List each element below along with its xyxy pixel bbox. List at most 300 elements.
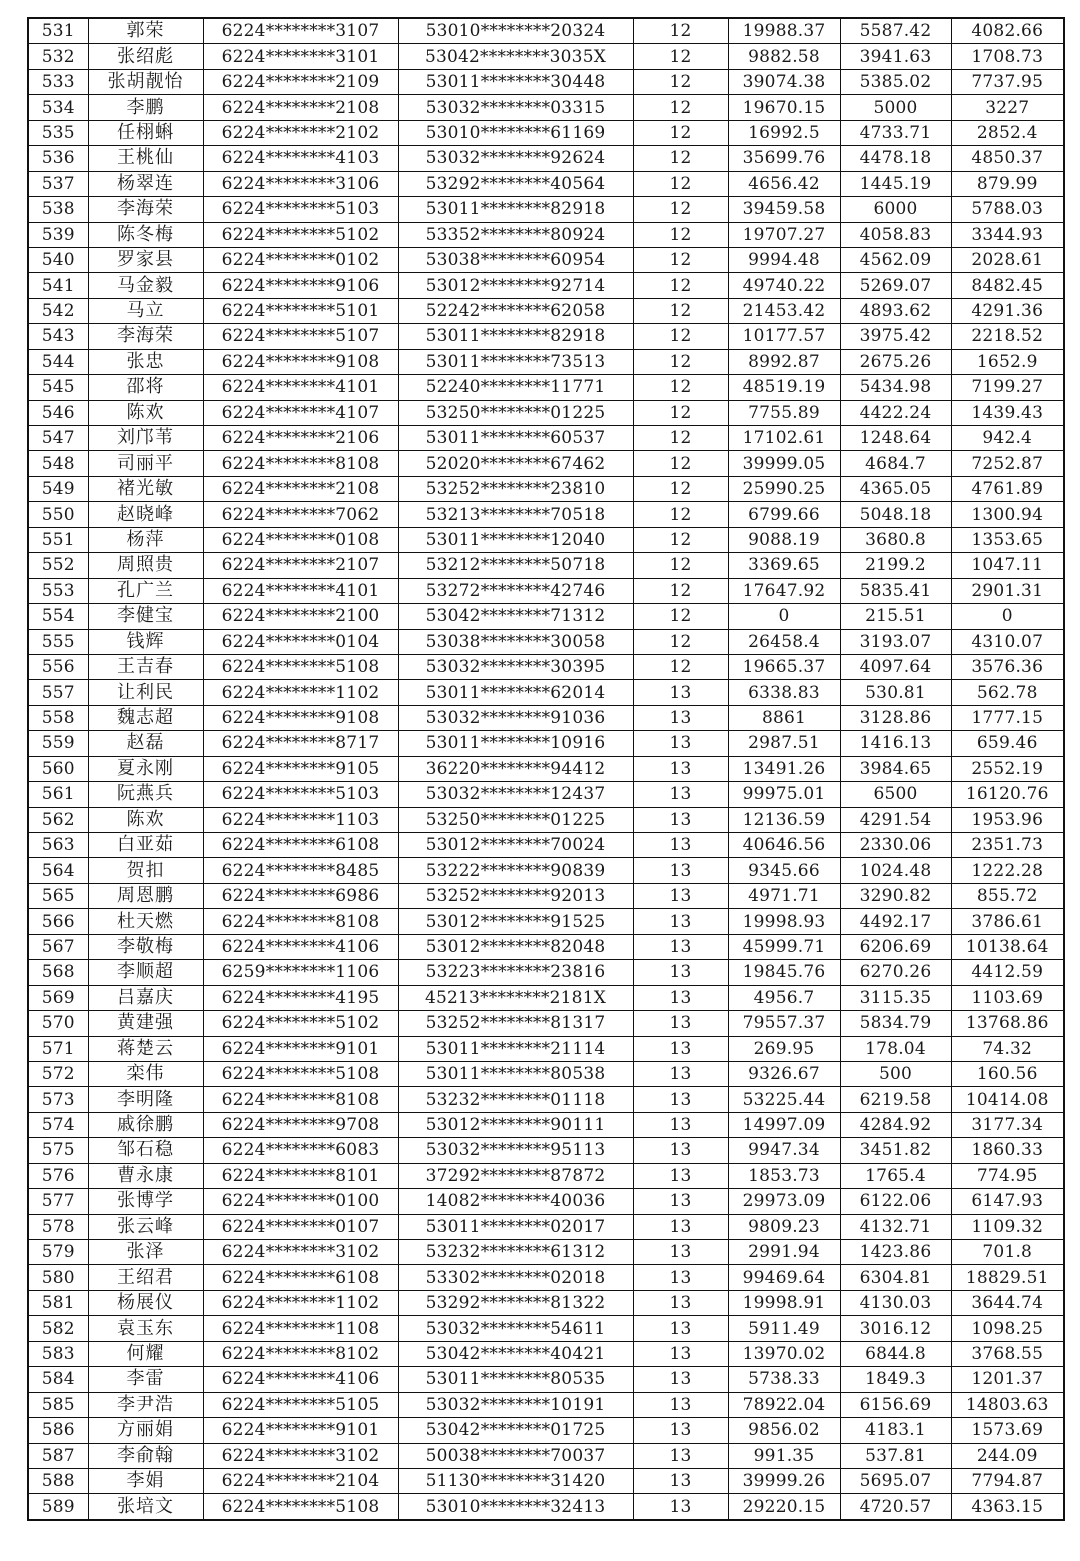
cell-amount-3: 1353.65 — [951, 527, 1064, 552]
table-row — [28, 1494, 1064, 1520]
cell-amount-3: 74.32 — [951, 1036, 1064, 1061]
cell-amount-1: 4956.7 — [728, 985, 840, 1010]
table-row — [28, 705, 1064, 730]
cell-id-number: 53010********61169 — [398, 120, 633, 145]
cell-card-number: 6224********4101 — [203, 578, 398, 603]
cell-id-number: 53042********40421 — [398, 1341, 633, 1366]
cell-name: 王吉春 — [88, 654, 203, 679]
cell-index: 565 — [28, 883, 88, 908]
cell-amount-1: 9856.02 — [728, 1418, 840, 1443]
cell-id-number: 36220********94412 — [398, 756, 633, 781]
cell-card-number: 6224********4107 — [203, 400, 398, 425]
table-row — [28, 476, 1064, 501]
cell-group: 12 — [633, 604, 728, 629]
cell-amount-1: 4971.71 — [728, 883, 840, 908]
cell-amount-1: 39459.58 — [728, 197, 840, 222]
cell-id-number: 53032********91036 — [398, 705, 633, 730]
cell-amount-1: 21453.42 — [728, 298, 840, 323]
cell-name: 王桃仙 — [88, 146, 203, 171]
cell-amount-1: 45999.71 — [728, 934, 840, 959]
cell-id-number: 53042********01725 — [398, 1418, 633, 1443]
cell-index: 546 — [28, 400, 88, 425]
cell-card-number: 6224********2100 — [203, 604, 398, 629]
cell-id-number: 53011********62014 — [398, 680, 633, 705]
cell-amount-3: 659.46 — [951, 731, 1064, 756]
cell-name: 戚徐鹏 — [88, 1112, 203, 1137]
cell-card-number: 6224********3101 — [203, 44, 398, 69]
table-row — [28, 578, 1064, 603]
table-row — [28, 1112, 1064, 1137]
cell-index: 558 — [28, 705, 88, 730]
cell-name: 袁玉东 — [88, 1316, 203, 1341]
cell-amount-1: 39999.05 — [728, 451, 840, 476]
cell-amount-2: 5385.02 — [840, 69, 951, 94]
cell-amount-1: 3369.65 — [728, 553, 840, 578]
cell-name: 陈欢 — [88, 400, 203, 425]
cell-id-number: 53032********12437 — [398, 782, 633, 807]
cell-group: 12 — [633, 146, 728, 171]
cell-name: 张忠 — [88, 349, 203, 374]
cell-id-number: 53011********80535 — [398, 1367, 633, 1392]
cell-card-number: 6224********9101 — [203, 1036, 398, 1061]
cell-name: 李敬梅 — [88, 934, 203, 959]
cell-amount-2: 4183.1 — [840, 1418, 951, 1443]
cell-amount-3: 4363.15 — [951, 1494, 1064, 1520]
cell-name: 李鹏 — [88, 95, 203, 120]
cell-index: 533 — [28, 69, 88, 94]
table-row — [28, 782, 1064, 807]
cell-amount-2: 1445.19 — [840, 171, 951, 196]
cell-amount-3: 3177.34 — [951, 1112, 1064, 1137]
cell-card-number: 6224********2107 — [203, 553, 398, 578]
table-row — [28, 1367, 1064, 1392]
cell-amount-2: 3975.42 — [840, 324, 951, 349]
cell-name: 刘邝苇 — [88, 426, 203, 451]
cell-name: 李俞翰 — [88, 1443, 203, 1468]
cell-name: 李尹浩 — [88, 1392, 203, 1417]
cell-index: 553 — [28, 578, 88, 603]
cell-id-number: 53011********82918 — [398, 324, 633, 349]
cell-card-number: 6224********5108 — [203, 654, 398, 679]
cell-index: 554 — [28, 604, 88, 629]
data-table — [27, 17, 1065, 1521]
cell-name: 栾伟 — [88, 1061, 203, 1086]
cell-group: 12 — [633, 629, 728, 654]
cell-card-number: 6224********8717 — [203, 731, 398, 756]
cell-id-number: 53010********32413 — [398, 1494, 633, 1520]
cell-name: 李明隆 — [88, 1087, 203, 1112]
cell-id-number: 53011********10916 — [398, 731, 633, 756]
cell-amount-1: 10177.57 — [728, 324, 840, 349]
cell-index: 531 — [28, 18, 88, 44]
cell-amount-1: 17647.92 — [728, 578, 840, 603]
cell-amount-3: 562.78 — [951, 680, 1064, 705]
cell-amount-3: 4850.37 — [951, 146, 1064, 171]
cell-index: 576 — [28, 1163, 88, 1188]
cell-name: 张培文 — [88, 1494, 203, 1520]
cell-name: 夏永刚 — [88, 756, 203, 781]
cell-name: 孔广兰 — [88, 578, 203, 603]
cell-group: 12 — [633, 527, 728, 552]
table-row — [28, 400, 1064, 425]
cell-card-number: 6224********9108 — [203, 349, 398, 374]
cell-amount-1: 8861 — [728, 705, 840, 730]
cell-amount-3: 7737.95 — [951, 69, 1064, 94]
cell-amount-2: 4291.54 — [840, 807, 951, 832]
cell-amount-1: 6338.83 — [728, 680, 840, 705]
cell-card-number: 6224********8108 — [203, 909, 398, 934]
cell-amount-3: 5788.03 — [951, 197, 1064, 222]
cell-id-number: 53012********92714 — [398, 273, 633, 298]
table-row — [28, 1163, 1064, 1188]
cell-amount-3: 2218.52 — [951, 324, 1064, 349]
cell-amount-3: 1777.15 — [951, 705, 1064, 730]
cell-group: 13 — [633, 807, 728, 832]
cell-amount-1: 2991.94 — [728, 1240, 840, 1265]
cell-name: 郭荣 — [88, 18, 203, 44]
cell-group: 13 — [633, 1214, 728, 1239]
cell-amount-2: 3128.86 — [840, 705, 951, 730]
cell-amount-1: 35699.76 — [728, 146, 840, 171]
cell-amount-3: 2028.61 — [951, 247, 1064, 272]
cell-group: 13 — [633, 1061, 728, 1086]
cell-amount-2: 4562.09 — [840, 247, 951, 272]
cell-amount-2: 500 — [840, 1061, 951, 1086]
cell-index: 536 — [28, 146, 88, 171]
cell-id-number: 53011********30448 — [398, 69, 633, 94]
table-row — [28, 553, 1064, 578]
cell-id-number: 53232********01118 — [398, 1087, 633, 1112]
cell-amount-2: 530.81 — [840, 680, 951, 705]
cell-index: 562 — [28, 807, 88, 832]
cell-group: 12 — [633, 171, 728, 196]
cell-card-number: 6224********9708 — [203, 1112, 398, 1137]
cell-amount-2: 6122.06 — [840, 1189, 951, 1214]
cell-amount-2: 4684.7 — [840, 451, 951, 476]
cell-amount-3: 3768.55 — [951, 1341, 1064, 1366]
cell-amount-3: 1047.11 — [951, 553, 1064, 578]
cell-amount-2: 1248.64 — [840, 426, 951, 451]
cell-amount-2: 6844.8 — [840, 1341, 951, 1366]
cell-card-number: 6224********6083 — [203, 1138, 398, 1163]
cell-index: 543 — [28, 324, 88, 349]
cell-amount-2: 3680.8 — [840, 527, 951, 552]
cell-index: 568 — [28, 960, 88, 985]
table-row — [28, 807, 1064, 832]
cell-name: 张博学 — [88, 1189, 203, 1214]
cell-name: 陈冬梅 — [88, 222, 203, 247]
cell-index: 560 — [28, 756, 88, 781]
cell-name: 白亚茹 — [88, 833, 203, 858]
cell-id-number: 53213********70518 — [398, 502, 633, 527]
cell-amount-2: 3290.82 — [840, 883, 951, 908]
cell-index: 574 — [28, 1112, 88, 1137]
cell-amount-1: 13970.02 — [728, 1341, 840, 1366]
cell-card-number: 6224********9101 — [203, 1418, 398, 1443]
cell-amount-3: 8482.45 — [951, 273, 1064, 298]
cell-index: 584 — [28, 1367, 88, 1392]
cell-card-number: 6224********2102 — [203, 120, 398, 145]
cell-amount-2: 4130.03 — [840, 1290, 951, 1315]
cell-amount-1: 0 — [728, 604, 840, 629]
cell-card-number: 6224********8108 — [203, 451, 398, 476]
cell-amount-3: 1652.9 — [951, 349, 1064, 374]
cell-index: 552 — [28, 553, 88, 578]
cell-id-number: 51130********31420 — [398, 1468, 633, 1493]
cell-card-number: 6224********5108 — [203, 1494, 398, 1520]
cell-amount-2: 5587.42 — [840, 18, 951, 44]
cell-amount-3: 2351.73 — [951, 833, 1064, 858]
cell-amount-3: 1953.96 — [951, 807, 1064, 832]
cell-card-number: 6224********8108 — [203, 1087, 398, 1112]
cell-index: 559 — [28, 731, 88, 756]
cell-group: 12 — [633, 553, 728, 578]
cell-name: 杨翠连 — [88, 171, 203, 196]
table-row — [28, 960, 1064, 985]
cell-name: 马立 — [88, 298, 203, 323]
cell-id-number: 53010********20324 — [398, 18, 633, 44]
table-row — [28, 604, 1064, 629]
cell-card-number: 6224********4195 — [203, 985, 398, 1010]
cell-index: 567 — [28, 934, 88, 959]
cell-name: 邵将 — [88, 375, 203, 400]
table-row — [28, 527, 1064, 552]
cell-name: 阮燕兵 — [88, 782, 203, 807]
cell-amount-1: 25990.25 — [728, 476, 840, 501]
cell-index: 586 — [28, 1418, 88, 1443]
table-row — [28, 1240, 1064, 1265]
cell-index: 577 — [28, 1189, 88, 1214]
cell-amount-2: 4720.57 — [840, 1494, 951, 1520]
cell-amount-1: 9326.67 — [728, 1061, 840, 1086]
cell-group: 13 — [633, 1418, 728, 1443]
cell-index: 581 — [28, 1290, 88, 1315]
cell-index: 551 — [28, 527, 88, 552]
table-row — [28, 349, 1064, 374]
cell-card-number: 6224********6108 — [203, 1265, 398, 1290]
cell-amount-3: 4082.66 — [951, 18, 1064, 44]
cell-card-number: 6224********0107 — [203, 1214, 398, 1239]
cell-amount-1: 26458.4 — [728, 629, 840, 654]
cell-amount-1: 19670.15 — [728, 95, 840, 120]
cell-amount-3: 18829.51 — [951, 1265, 1064, 1290]
cell-amount-3: 774.95 — [951, 1163, 1064, 1188]
cell-amount-3: 1222.28 — [951, 858, 1064, 883]
cell-group: 13 — [633, 756, 728, 781]
cell-id-number: 53042********71312 — [398, 604, 633, 629]
cell-amount-1: 1853.73 — [728, 1163, 840, 1188]
cell-amount-3: 942.4 — [951, 426, 1064, 451]
cell-amount-1: 99975.01 — [728, 782, 840, 807]
cell-amount-3: 7252.87 — [951, 451, 1064, 476]
table-row — [28, 1036, 1064, 1061]
cell-index: 578 — [28, 1214, 88, 1239]
cell-amount-3: 4412.59 — [951, 960, 1064, 985]
cell-amount-2: 3115.35 — [840, 985, 951, 1010]
cell-id-number: 53012********91525 — [398, 909, 633, 934]
cell-id-number: 53038********30058 — [398, 629, 633, 654]
cell-index: 550 — [28, 502, 88, 527]
table-row — [28, 451, 1064, 476]
cell-amount-1: 39074.38 — [728, 69, 840, 94]
cell-index: 541 — [28, 273, 88, 298]
cell-card-number: 6224********5102 — [203, 1011, 398, 1036]
cell-group: 12 — [633, 247, 728, 272]
cell-card-number: 6224********6986 — [203, 883, 398, 908]
cell-name: 杜天燃 — [88, 909, 203, 934]
cell-group: 13 — [633, 1240, 728, 1265]
cell-group: 13 — [633, 985, 728, 1010]
table-row — [28, 197, 1064, 222]
cell-group: 13 — [633, 1112, 728, 1137]
cell-name: 让利民 — [88, 680, 203, 705]
cell-group: 13 — [633, 1138, 728, 1163]
cell-id-number: 53352********80924 — [398, 222, 633, 247]
table-row — [28, 69, 1064, 94]
cell-id-number: 53252********23810 — [398, 476, 633, 501]
cell-amount-1: 6799.66 — [728, 502, 840, 527]
cell-amount-1: 9809.23 — [728, 1214, 840, 1239]
cell-card-number: 6224********2108 — [203, 476, 398, 501]
cell-amount-3: 879.99 — [951, 171, 1064, 196]
cell-amount-1: 9994.48 — [728, 247, 840, 272]
cell-amount-1: 19845.76 — [728, 960, 840, 985]
table-row — [28, 426, 1064, 451]
table-row — [28, 273, 1064, 298]
cell-index: 583 — [28, 1341, 88, 1366]
cell-amount-1: 39999.26 — [728, 1468, 840, 1493]
cell-amount-3: 1109.32 — [951, 1214, 1064, 1239]
cell-name: 王绍君 — [88, 1265, 203, 1290]
cell-amount-2: 4284.92 — [840, 1112, 951, 1137]
cell-amount-3: 3227 — [951, 95, 1064, 120]
cell-amount-2: 6304.81 — [840, 1265, 951, 1290]
cell-card-number: 6224********1102 — [203, 1290, 398, 1315]
cell-card-number: 6224********2104 — [203, 1468, 398, 1493]
table-row — [28, 1265, 1064, 1290]
cell-group: 13 — [633, 680, 728, 705]
table-row — [28, 222, 1064, 247]
cell-index: 563 — [28, 833, 88, 858]
cell-id-number: 53011********82918 — [398, 197, 633, 222]
table-row — [28, 171, 1064, 196]
cell-name: 马金毅 — [88, 273, 203, 298]
cell-group: 12 — [633, 298, 728, 323]
cell-id-number: 53042********3035X — [398, 44, 633, 69]
cell-index: 548 — [28, 451, 88, 476]
cell-card-number: 6224********2109 — [203, 69, 398, 94]
cell-group: 13 — [633, 1468, 728, 1493]
cell-amount-1: 9882.58 — [728, 44, 840, 69]
cell-card-number: 6259********1106 — [203, 960, 398, 985]
cell-amount-1: 29220.15 — [728, 1494, 840, 1520]
cell-amount-3: 14803.63 — [951, 1392, 1064, 1417]
cell-name: 李健宝 — [88, 604, 203, 629]
cell-amount-2: 6270.26 — [840, 960, 951, 985]
cell-name: 褚光敏 — [88, 476, 203, 501]
cell-amount-3: 701.8 — [951, 1240, 1064, 1265]
cell-id-number: 53032********03315 — [398, 95, 633, 120]
cell-amount-2: 6500 — [840, 782, 951, 807]
cell-id-number: 53252********92013 — [398, 883, 633, 908]
cell-group: 12 — [633, 197, 728, 222]
cell-group: 12 — [633, 18, 728, 44]
cell-amount-2: 5835.41 — [840, 578, 951, 603]
cell-group: 12 — [633, 426, 728, 451]
cell-amount-2: 4097.64 — [840, 654, 951, 679]
cell-id-number: 53212********50718 — [398, 553, 633, 578]
cell-amount-3: 855.72 — [951, 883, 1064, 908]
cell-amount-3: 1300.94 — [951, 502, 1064, 527]
cell-group: 12 — [633, 400, 728, 425]
cell-name: 周恩鹏 — [88, 883, 203, 908]
cell-amount-3: 3344.93 — [951, 222, 1064, 247]
cell-group: 13 — [633, 1087, 728, 1112]
cell-name: 张绍彪 — [88, 44, 203, 69]
table-row — [28, 1138, 1064, 1163]
cell-amount-2: 5834.79 — [840, 1011, 951, 1036]
cell-name: 李娟 — [88, 1468, 203, 1493]
cell-amount-2: 4478.18 — [840, 146, 951, 171]
table-row — [28, 1468, 1064, 1493]
cell-amount-2: 1849.3 — [840, 1367, 951, 1392]
cell-amount-3: 13768.86 — [951, 1011, 1064, 1036]
cell-group: 13 — [633, 1163, 728, 1188]
cell-card-number: 6224********3107 — [203, 18, 398, 44]
cell-id-number: 37292********87872 — [398, 1163, 633, 1188]
cell-card-number: 6224********2106 — [203, 426, 398, 451]
cell-index: 545 — [28, 375, 88, 400]
cell-name: 李雷 — [88, 1367, 203, 1392]
cell-amount-3: 7794.87 — [951, 1468, 1064, 1493]
cell-amount-2: 3984.65 — [840, 756, 951, 781]
table-row — [28, 934, 1064, 959]
cell-amount-3: 1860.33 — [951, 1138, 1064, 1163]
cell-id-number: 53250********01225 — [398, 807, 633, 832]
cell-index: 573 — [28, 1087, 88, 1112]
cell-amount-2: 3193.07 — [840, 629, 951, 654]
cell-group: 12 — [633, 69, 728, 94]
cell-amount-2: 4733.71 — [840, 120, 951, 145]
cell-card-number: 6224********9105 — [203, 756, 398, 781]
cell-amount-1: 40646.56 — [728, 833, 840, 858]
cell-card-number: 6224********3106 — [203, 171, 398, 196]
cell-id-number: 53032********54611 — [398, 1316, 633, 1341]
table-row — [28, 883, 1064, 908]
cell-group: 12 — [633, 451, 728, 476]
cell-amount-1: 19998.93 — [728, 909, 840, 934]
table-row — [28, 1443, 1064, 1468]
cell-amount-1: 7755.89 — [728, 400, 840, 425]
cell-amount-3: 10414.08 — [951, 1087, 1064, 1112]
cell-amount-3: 6147.93 — [951, 1189, 1064, 1214]
cell-id-number: 53012********70024 — [398, 833, 633, 858]
cell-name: 司丽平 — [88, 451, 203, 476]
cell-amount-3: 0 — [951, 604, 1064, 629]
cell-index: 532 — [28, 44, 88, 69]
cell-card-number: 6224********0104 — [203, 629, 398, 654]
cell-group: 12 — [633, 375, 728, 400]
cell-amount-1: 48519.19 — [728, 375, 840, 400]
cell-index: 539 — [28, 222, 88, 247]
cell-name: 赵磊 — [88, 731, 203, 756]
table-row — [28, 375, 1064, 400]
cell-amount-2: 6206.69 — [840, 934, 951, 959]
cell-amount-3: 2901.31 — [951, 578, 1064, 603]
cell-card-number: 6224********3102 — [203, 1443, 398, 1468]
cell-id-number: 53292********81322 — [398, 1290, 633, 1315]
cell-id-number: 53272********42746 — [398, 578, 633, 603]
